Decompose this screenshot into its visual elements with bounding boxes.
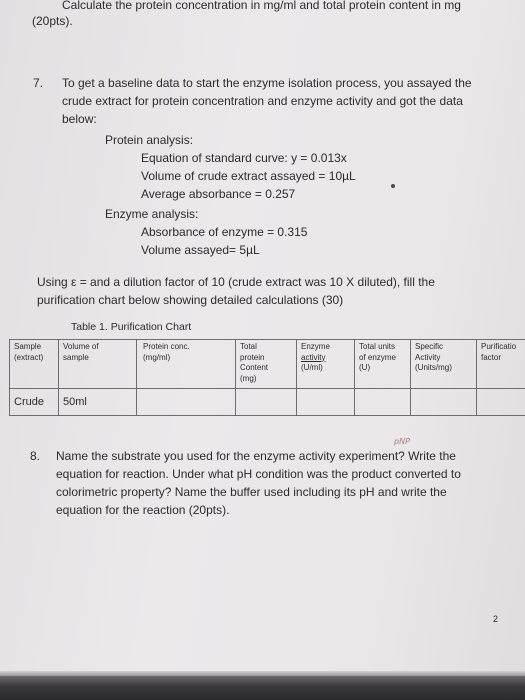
page-number: 2 xyxy=(493,614,499,624)
question-8-line-3: colorimetric property? Name the buffer used including its pH and write the xyxy=(56,485,447,499)
header-protein-conc: Protein conc. (mg/ml) xyxy=(137,340,236,389)
pencil-note: pNP xyxy=(394,437,410,446)
cell-enzyme-activity xyxy=(297,389,355,416)
question-7-number: 7. xyxy=(33,76,44,90)
header-total-units: Total units of enzyme (U) xyxy=(355,340,411,389)
header-total-protein: Total protein Content (mg) xyxy=(236,340,297,389)
prev-question-line-1: Calculate the protein concentration in mg/ml and total protein content in mg xyxy=(62,0,461,12)
enzyme-analysis-heading: Enzyme analysis: xyxy=(105,207,199,221)
header-enzyme-activity: Enzyme activity (U/ml) xyxy=(297,340,355,389)
table-row-crude xyxy=(10,389,525,416)
question-8-line-4: equation for the reaction (20pts). xyxy=(56,503,230,517)
average-absorbance: Average absorbance = 0.257 xyxy=(141,187,296,201)
enzyme-volume-assayed: Volume assayed= 5µL xyxy=(141,243,260,257)
table-header-row xyxy=(10,340,525,389)
cell-total-units xyxy=(355,389,411,416)
desk-surface xyxy=(0,676,525,700)
protein-analysis-heading: Protein analysis: xyxy=(105,133,194,147)
question-8-line-1: Name the substrate you used for the enzyme activity experiment? Write the xyxy=(56,449,456,463)
standard-curve-equation: Equation of standard curve: y = 0.013x xyxy=(141,151,347,165)
question-7-intro-line-3: below: xyxy=(62,112,97,126)
cell-protein-conc xyxy=(137,389,236,416)
prev-question-line-2: (20pts). xyxy=(32,14,73,28)
header-purification-factor: Purificatio factor xyxy=(477,340,525,389)
cell-specific-activity xyxy=(411,389,477,416)
crude-extract-volume: Volume of crude extract assayed = 10µL xyxy=(141,169,356,183)
instructions-line-1: Using ε = and a dilution factor of 10 (crude extract was 10 X diluted), fill the xyxy=(37,275,435,289)
cell-purification-factor xyxy=(477,389,525,416)
instructions-line-2: purification chart below showing detailed calculations (30) xyxy=(37,293,344,307)
table-caption: Table 1. Purification Chart xyxy=(71,321,192,333)
question-7-intro-line-1: To get a baseline data to start the enzyme isolation process, you assayed the xyxy=(62,76,472,90)
enzyme-absorbance: Absorbance of enzyme = 0.315 xyxy=(141,225,308,239)
stray-dot xyxy=(391,184,395,188)
cell-sample: Crude xyxy=(10,389,59,416)
header-sample: Sample (extract) xyxy=(10,340,59,389)
purification-chart-table xyxy=(9,339,525,416)
header-volume: Volume of sample xyxy=(59,340,137,389)
header-specific-activity: Specific Activity (Units/mg) xyxy=(411,340,477,389)
cell-volume: 50ml xyxy=(59,389,137,416)
question-8-number: 8. xyxy=(30,449,41,463)
question-8-line-2: equation for reaction. Under what pH condition was the product converted to xyxy=(56,467,461,481)
question-7-intro-line-2: crude extract for protein concentration and enzyme activity and got the data xyxy=(62,94,463,108)
cell-total-protein xyxy=(236,389,297,416)
